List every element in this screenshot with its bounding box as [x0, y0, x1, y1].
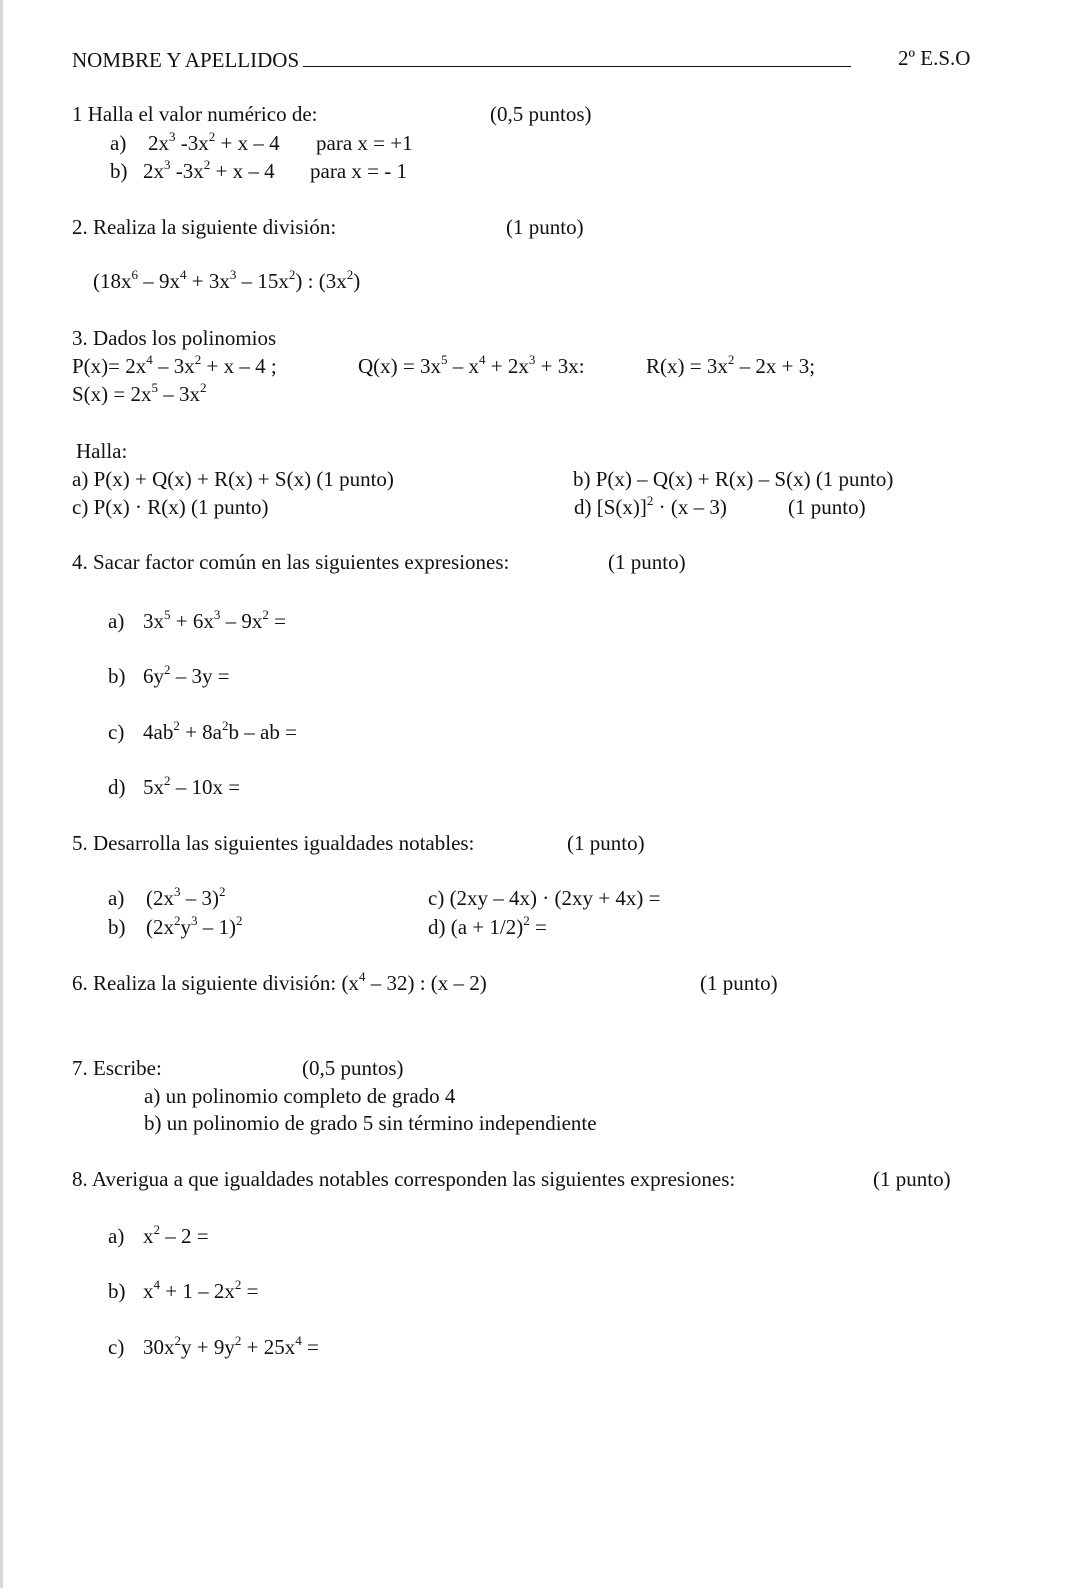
q2-title: 2. Realiza la siguiente división: [72, 215, 337, 239]
q3-item-d-points: (1 punto) [788, 495, 866, 519]
q5-a-label: a) [108, 886, 125, 910]
q3-polynomial-q: $Q(x) = 3x^5 - x^4 + 2x^3 + 3x$: [358, 352, 585, 378]
q7-title: 7. Escribe: [72, 1056, 162, 1080]
q4-b-expression: $6y^2 - 3y$ = [143, 662, 230, 688]
q5-c-expression: c) (2xy – 4x) · (2xy + 4x) = [428, 886, 661, 910]
q5-a-expression: $(2x^3 - 3)^2$ [146, 884, 226, 910]
q3-item-a: a) P(x) + Q(x) + R(x) + S(x) (1 punto) [72, 467, 394, 491]
q3-polynomial-s: $S(x) = 2x^5 - 3x^2$ [72, 380, 207, 406]
q4-d-label: d) [108, 775, 126, 799]
name-label: NOMBRE Y APELLIDOS [72, 48, 851, 71]
q8-a-label: a) [108, 1224, 125, 1248]
q3-halla: Halla: [76, 439, 128, 463]
q1-b-label: b) [110, 159, 128, 183]
q7-item-a: a) un polinomio completo de grado 4 [144, 1084, 456, 1108]
q6-title: 6. Realiza la siguiente división: $(x^4 - 32)$ : (x – 2) [72, 969, 487, 995]
page-left-edge [0, 0, 3, 1588]
q8-c-expression: $30x^2y + 9y^2 + 25x^4$ = [143, 1333, 319, 1359]
q4-c-expression: $4ab^2 + 8a^2b$ – ab = [143, 718, 297, 744]
q3-item-d: d) $[S(x)]^2 \cdot (x - 3)$ [574, 493, 727, 519]
q5-title: 5. Desarrolla las siguientes igualdades notables: [72, 831, 475, 855]
q5-b-label: b) [108, 915, 126, 939]
q4-a-label: a) [108, 609, 125, 633]
q8-c-label: c) [108, 1335, 125, 1359]
q3-polynomial-r: $R(x) = 3x^2 - 2x + 3$; [646, 352, 816, 378]
q6-points: (1 punto) [700, 971, 778, 995]
q8-points: (1 punto) [873, 1167, 951, 1191]
q1-title: 1 Halla el valor numérico de: [72, 102, 318, 126]
q4-d-expression: $5x^2 - 10x$ = [143, 773, 241, 799]
q1-a-label: a) [110, 131, 127, 155]
q8-title: 8. Averigua a que igualdades notables corresponden las siguientes expresiones: [72, 1167, 736, 1191]
q2-points: (1 punto) [506, 215, 584, 239]
q5-d-expression: d) $(a + 1/2)^2$ = [428, 913, 547, 939]
q8-a-expression: $x^2 - 2$ = [143, 1222, 209, 1248]
q7-item-b: b) un polinomio de grado 5 sin término independiente [144, 1111, 597, 1135]
q4-a-expression: $3x^5 + 6x^3 - 9x^2$ = [143, 607, 286, 633]
q8-b-label: b) [108, 1279, 126, 1303]
q4-title: 4. Sacar factor común en las siguientes expresiones: [72, 550, 510, 574]
q4-b-label: b) [108, 664, 126, 688]
q5-b-expression: $(2x^2y^3 - 1)^2$ [146, 913, 243, 939]
q2-expression: $(18x^6 - 9x^4 + 3x^3 - 15x^2)$ : $(3x^2)$ [93, 267, 361, 293]
q3-item-b: b) P(x) – Q(x) + R(x) – S(x) (1 punto) [573, 467, 894, 491]
q1-a-condition: para x = +1 [316, 131, 413, 155]
q3-title: 3. Dados los polinomios [72, 326, 277, 350]
q1-points: (0,5 puntos) [490, 102, 592, 126]
q4-c-label: c) [108, 720, 125, 744]
name-blank-line [303, 48, 851, 67]
q7-points: (0,5 puntos) [302, 1056, 404, 1080]
q4-points: (1 punto) [608, 550, 686, 574]
q3-polynomial-p: $P(x)= 2x^4 - 3x^2 + x - 4$ ; [72, 352, 277, 378]
q5-points: (1 punto) [567, 831, 645, 855]
q3-item-c: c) P(x) · R(x) (1 punto) [72, 495, 269, 519]
q1-b-condition: para x = - 1 [310, 159, 407, 183]
course-label: 2º E.S.O [898, 46, 971, 70]
q1-b-polynomial: $2x^3$ $-3x^2 + x - 4$ [143, 157, 275, 183]
q1-a-polynomial: $2x^3$ $-3x^2 + x - 4$ [148, 129, 280, 155]
q8-b-expression: $x^4 + 1 - 2x^2$ = [143, 1277, 259, 1303]
